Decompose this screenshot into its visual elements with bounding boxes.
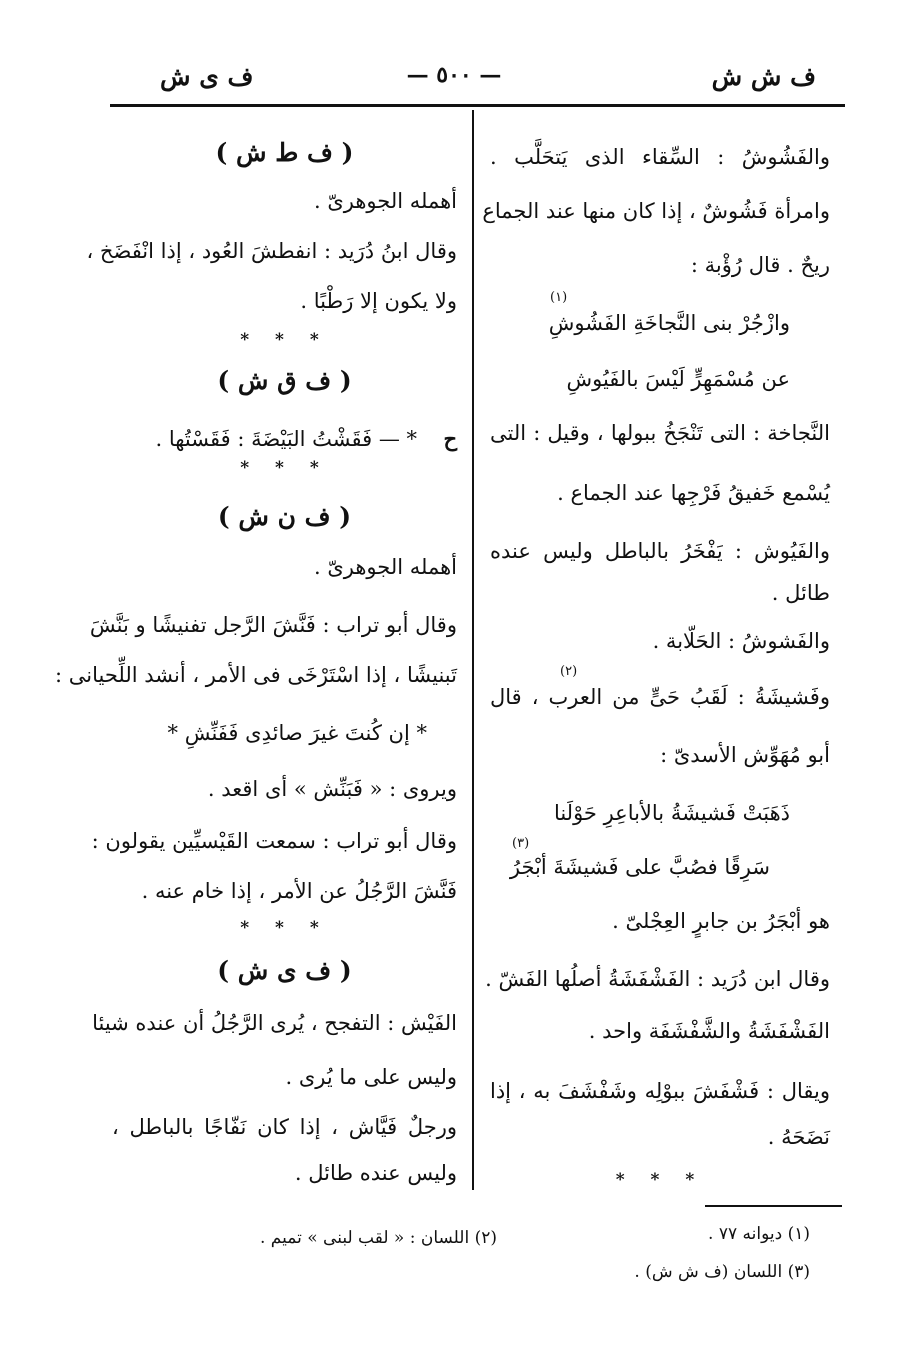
separator-asterisks: * * * [240, 458, 329, 478]
text-line: والفَشوشُ : الحَلّابة . [652, 629, 830, 653]
verse-line: وازْجُرْ بنى النَّجاخَةِ الفَشُوشِ [548, 311, 790, 335]
verse-line: ذَهَبَتْ فَشيشَةُ بالأباعِرِ حَوْلَنا [553, 801, 790, 825]
header-root-left: ف ى ش [160, 62, 254, 91]
text-line: فَنَّشَ الرَّجُلُ عن الأمر ، إذا خام عنه . [141, 879, 457, 903]
text-line: وليس على ما يُرى . [285, 1065, 457, 1089]
footnote-rule [705, 1205, 842, 1207]
text-line: ويقال : فَشْفَشَ ببوْلِه وشَفْشَفَ به ، إذا [490, 1079, 830, 1103]
text-line: أهمله الجوهرىّ . [313, 189, 457, 213]
verse-line: * إن كُنتَ غيرَ صائدِى فَفَنِّشِ * [167, 721, 427, 745]
text-line: أهمله الجوهرىّ . [313, 555, 457, 579]
text-line: وقال أبو تراب : فَنَّشَ الرَّجل تفنيشًا و بَنَّشَ [89, 613, 457, 637]
footnote-mark: (٣) [512, 836, 530, 851]
left-column [54, 0, 457, 1371]
text-line: وقال ابن دُرَيد : الفَشْفَشَةُ أصلُها الفَشّ . [485, 967, 830, 991]
text-line: ولا يكون إلا رَطْبًا . [300, 289, 457, 313]
text-line: أبو مُهَوِّش الأسدىّ : [660, 743, 830, 767]
text-line: الفَيْش : التفجح ، يُرى الرَّجُلُ أن عنده شيئا [92, 1011, 457, 1035]
text-line: ورجلٌ فَيَّاش ، إذا كان نَفّاجًا بالباطل ، [112, 1115, 457, 1139]
text-line: وقال أبو تراب : سمعت القَيْسيِّين يقولون : [91, 829, 457, 853]
footnote: (٣) اللسان (ف ش ش) . [634, 1262, 810, 1282]
text-line: ويروى : « فَبَنِّش » أى اقعد . [207, 777, 457, 801]
header-root-right: ف ش ش [711, 62, 816, 91]
text-line: النَّجاخة : التى تَنْجَخُ ببولها ، وقيل : التى [490, 421, 830, 445]
text-line: وليس عنده طائل . [294, 1161, 457, 1185]
footnote: (١) ديوانه ٧٧ . [708, 1224, 810, 1244]
text-line: تَبنيشًا ، إذا اسْتَرْخَى فى الأمر ، أنشد اللِّحيانى : [54, 663, 457, 687]
text-line: وامرأة فَشُوشٌ ، إذا كان منها عند الجماع [482, 199, 830, 223]
section-heading: ( ف ى ش ) [217, 956, 352, 985]
separator-asterisks: * * * [240, 330, 329, 350]
section-heading: ( ف ق ش ) [217, 366, 352, 395]
column-divider [472, 110, 474, 1190]
text-line: طائل . [771, 581, 830, 605]
section-heading: ( ف ط ش ) [215, 138, 354, 167]
text-line: نَضَحَهُ . [767, 1125, 830, 1149]
text-line: والفَيُوش : يَفْخَرُ بالباطل وليس عنده [490, 539, 830, 563]
section-heading: ( ف ن ش ) [217, 502, 352, 531]
text-line: والفَشُوشُ : السِّقاء الذى يَتحَلَّب . [490, 145, 830, 169]
text-line: وفَشيشَةُ : لَقَبُ حَىٍّ من العرب ، قال [490, 685, 830, 709]
text-line: ريحٌ . قال رُؤْبة : [690, 253, 830, 277]
verse-line: عن مُسْمَهِرٍّ لَيْسَ بالفَيُوشِ [566, 367, 790, 391]
separator-asterisks: * * * [615, 1170, 705, 1190]
text-line: الفَشْفَشَةُ والشَّفْشَفَة واحد . [588, 1019, 830, 1043]
text-line: * — فَقَشْتُ البَيْضَةَ : فَقَسْتُها . [155, 427, 417, 451]
footnote-mark: (٢) [560, 664, 578, 679]
footnote-mark: (١) [550, 290, 568, 305]
footnote: (٢) اللسان : « لقب لبنى » تميم . [260, 1228, 498, 1248]
page-number: — ٥٠٠ — [406, 62, 502, 88]
text-line: هو أبْجَرُ بن جابرٍ العِجْلىّ . [612, 909, 830, 933]
entry-marker: ح [443, 426, 457, 451]
verse-line: سَرِقًا فصُبَّ على فَشيشَةَ أبْجَرُ [509, 855, 770, 879]
separator-asterisks: * * * [240, 918, 329, 938]
text-line: يُسْمع خَفيقُ فَرْجِها عند الجماع . [557, 481, 830, 505]
right-column [482, 0, 830, 1371]
text-line: وقال ابنُ دُرَيد : انفطشَ العُود ، إذا انْفَضَخ ، [86, 239, 457, 263]
